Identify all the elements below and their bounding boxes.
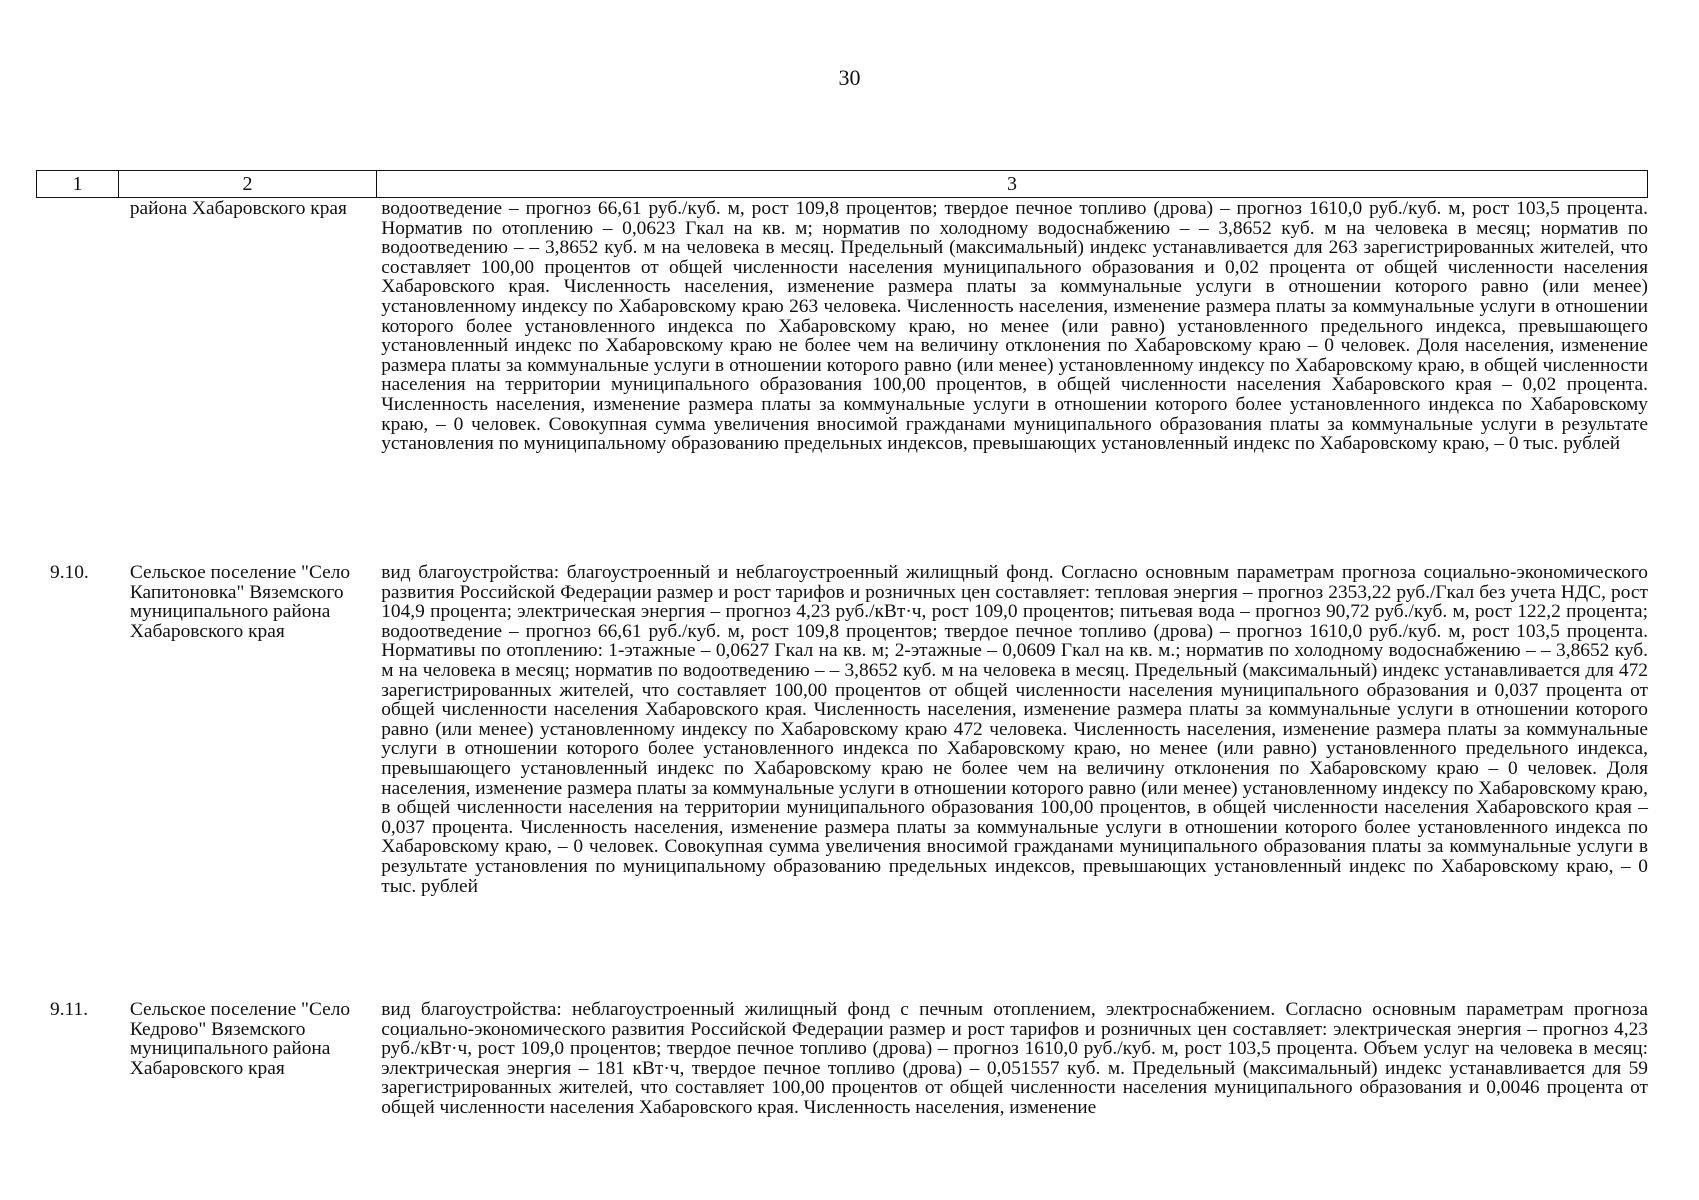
row-municipality-name: Сельское поселение "Село Кедрово" Вяземского муниципального района Хабаровского края <box>129 999 351 1079</box>
header-col-2: 2 <box>119 171 377 197</box>
table-row <box>36 563 1648 896</box>
row-number: 9.10. <box>50 562 89 583</box>
row-municipality-name: Сельское поселение "Село Капитоновка" Вяземского муниципального района Хабаровского края <box>129 562 351 642</box>
header-col-3: 3 <box>1007 173 1017 195</box>
header-col-1: 1 <box>37 171 119 197</box>
table-row <box>36 1000 1648 1118</box>
row-number <box>36 199 118 454</box>
page-number: 30 <box>838 65 861 90</box>
table-row <box>36 199 1648 454</box>
table-header-row <box>36 170 1648 198</box>
row-description: вид благоустройства: неблагоустроенный жилищный фонд с печным отоплением, электроснабжением. Согласно основным параметрам прогноза социально-экономического развития Российской Федерации размер и рост тарифов и розничных цен составляет: электрическая энергия – прогноз 4,23 руб./кВт·ч, рост 109,0 процентов; твердое печное топливо (дрова) – прогноз 1610,0 руб./куб. м, рост 103,5 процента. Объем услуг на человека в месяц: электрическая энергия – 181 кВт·ч, твердое печное топливо (дрова) – 0,051557 куб. м. Предельный (максимальный) индекс устанавливается для 59 зарегистрированных жителей, что составляет 100,00 процентов от общей численности населения муниципального образования и 0,0046 процента от общей численности населения Хабаровского края. Численность населения, изменение <box>381 999 1648 1118</box>
row-municipality-name: района Хабаровского края <box>129 198 347 219</box>
row-description: вид благоустройства: благоустроенный и неблагоустроенный жилищный фонд. Согласно основным параметрам прогноза социально-экономического развития Российской Федерации размер и рост тарифов и розничных цен составляет: тепловая энергия – прогноз 2353,22 руб./Гкал без учета НДС, рост 104,9 процента; электрическая энергия – прогноз 4,23 руб./кВт·ч, рост 109,0 процентов; питьевая вода – прогноз 90,72 руб./куб. м, рост 122,2 процента; водоотведение – прогноз 66,61 руб./куб. м, рост 109,8 процентов; твердое печное топливо (дрова) – прогноз 1610,0 руб./куб. м, рост 103,5 процента. Нормативы по отоплению: 1-этажные – 0,0627 Гкал на кв. м; 2-этажные – 0,0609 Гкал на кв. м.; норматив по холодному водоснабжению – – 3,8652 куб. м на человека в месяц; норматив по водоотведению – – 3,8652 куб. м на человека в месяц. Предельный (максимальный) индекс устанавливается для 472 зарегистрированных жителей, что составляет 100,00 процентов от общей численности населения муниципального образования и 0,037 процента от общей численности населения Хабаровского края. Численность населения, изменение размера платы за коммунальные услуги в отношении которого равно (или менее) установленному индексу по Хабаровскому краю 472 человека. Численность населения, изменение размера платы за коммунальные услуги в отношении которого более установленного индекса по Хабаровскому краю, но менее (или равно) установленного предельного индекса, превышающего установленный индекс по Хабаровскому краю не более чем на величину отклонения по Хабаровскому краю – 0 человек. Доля населения, изменение размера платы за коммунальные услуги в отношении которого равно (или менее) установленному индексу по Хабаровскому краю, в общей численности населения на территории муниципального образования 100,00 процентов, в общей численности населения Хабаровского края – 0,037 процента. Численность населения, изменение размера платы за коммунальные услуги в отношении которого более установленного индекса по Хабаровскому краю, – 0 человек. Совокупная сумма увеличения вносимой гражданами муниципального образования платы за коммунальные услуги в результате установления по муниципальному образованию предельных индексов, превышающих установленный индекс по Хабаровскому краю, – 0 тыс. рублей <box>381 562 1648 897</box>
row-number: 9.11. <box>50 999 89 1020</box>
row-description: водоотведение – прогноз 66,61 руб./куб. м, рост 109,8 процентов; твердое печное топливо (дрова) – прогноз 1610,0 руб./куб. м, рост 103,5 процента. Норматив по отоплению – 0,0623 Гкал на кв. м; норматив по холодному водоснабжению – – 3,8652 куб. м на человека в месяц; норматив по водоотведению – – 3,8652 куб. м на человека в месяц. Предельный (максимальный) индекс устанавливается для 263 зарегистрированных жителей, что составляет 100,00 процентов от общей численности населения муниципального образования и 0,02 процента от общей численности населения Хабаровского края. Численность населения, изменение размера платы за коммунальные услуги в отношении которого равно (или менее) установленному индексу по Хабаровскому краю 263 человека. Численность населения, изменение размера платы за коммунальные услуги в отношении которого более установленного индекса по Хабаровскому краю, но менее (или равно) установленного предельного индекса, превышающего установленный индекс по Хабаровскому краю не более чем на величину отклонения по Хабаровскому краю – 0 человек. Доля населения, изменение размера платы за коммунальные услуги в отношении которого равно (или менее) установленному индексу по Хабаровскому краю, в общей численности населения на территории муниципального образования 100,00 процентов, в общей численности населения Хабаровского края – 0,02 процента. Численность населения, изменение размера платы за коммунальные услуги в отношении которого более установленного индекса по Хабаровскому краю, – 0 человек. Совокупная сумма увеличения вносимой гражданами муниципального образования платы за коммунальные услуги в результате установления по муниципальному образованию предельных индексов, превышающих установленный индекс по Хабаровскому краю, – 0 тыс. рублей <box>381 198 1648 455</box>
